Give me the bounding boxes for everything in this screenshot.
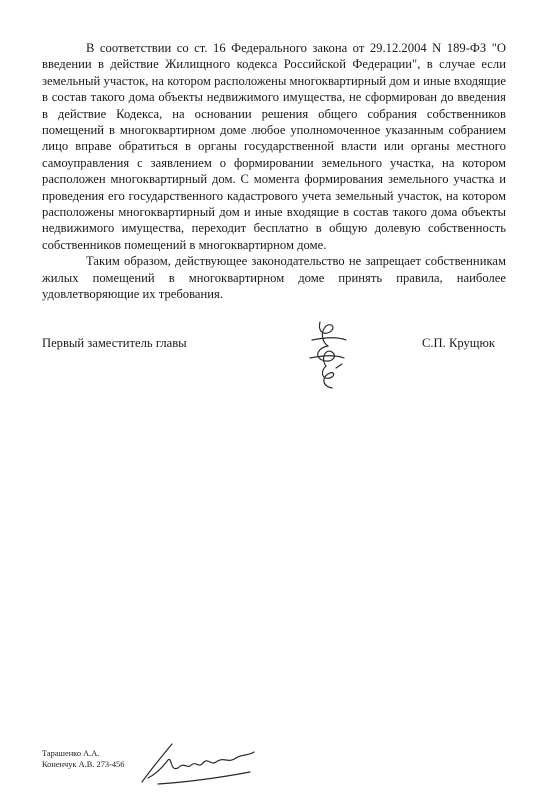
executor-line: Тарашенко А.А.: [42, 749, 100, 758]
paragraph-2: Таким образом, действующее законодательство не запрещает собственникам жилых помещений в многоквартирном доме принять правила, наиболее удовлетворяющие их требования.: [42, 254, 506, 302]
executors-footer: [42, 749, 124, 770]
executor-line: Коненчук А.В. 273-456: [42, 759, 125, 769]
handwritten-signature: [292, 318, 362, 390]
letter-body: [42, 40, 506, 303]
position-title: Первый заместитель главы: [42, 336, 187, 350]
paragraph-1: В соответствии со ст. 16 Федерального закона от 29.12.2004 N 189-ФЗ "О введении в действие Жилищного кодекса Российской Федерации", в случае если земельный участок, на котором расположены многоквартирный дом и иные входящие в состав такого дома объекты недвижимого имущества, не сформирован до введения в действие Кодекса, на основании решения общего собрания собственников помещений в многоквартирном доме любое уполномоченное указанным собранием лицо вправе обратиться в органы государственной власти или органы местного самоуправления с заявлением о формировании земельного участка, на котором расположен многоквартирный дом. С момента формирования земельного участка и проведения его государственного кадастрового учета земельный участок, на котором расположены многоквартирный дом и иные входящие в состав такого дома объекты недвижимого имущества, переходит бесплатно в общую долевую собственность собственников помещений в многоквартирном доме.: [42, 41, 506, 252]
initials-signature: [138, 738, 258, 788]
signer-name: С.П. Крущюк: [422, 336, 495, 350]
